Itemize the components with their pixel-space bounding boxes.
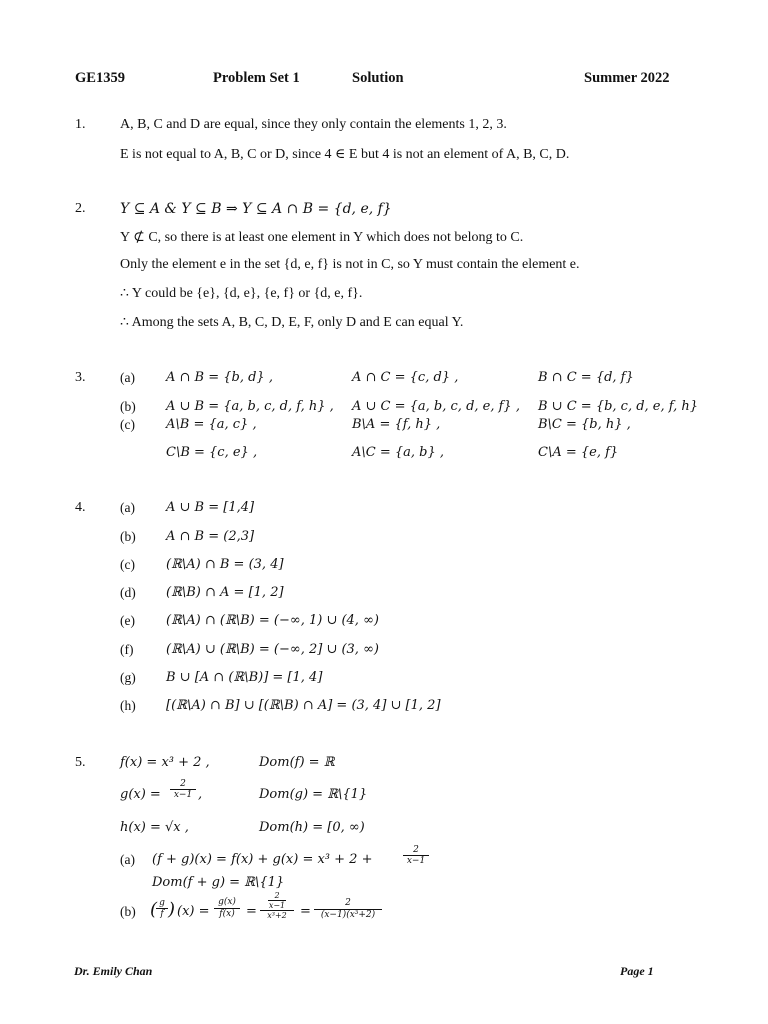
- q3-c-col3: B\C = {b, h} ,: [538, 417, 631, 432]
- q5-b-frac2-den: x³+2: [267, 911, 287, 920]
- q5-g-comma: ,: [198, 787, 203, 802]
- q5-b-open-paren: (: [150, 899, 158, 920]
- q5-g-lhs: g(x) =: [120, 787, 161, 802]
- q5-a-frac-num: 2: [403, 845, 429, 856]
- q5-b-eq1: =: [246, 904, 257, 919]
- q5-g-frac: [170, 779, 196, 800]
- q5-b-frac2: [260, 891, 294, 920]
- q5-h-domain: Dom(h) = [0, ∞): [259, 820, 365, 835]
- q3-a-col2: A ∩ C = {c, d} ,: [352, 370, 459, 385]
- q5-a-frac: [403, 845, 429, 866]
- q5-b-frac2-inner-den: x−1: [268, 901, 286, 910]
- course-code: GE1359: [75, 70, 125, 86]
- q3-d-col3: C\A = {e, f}: [538, 445, 619, 460]
- q3-number: 3.: [75, 370, 86, 385]
- q4-b-label: (b): [120, 529, 136, 544]
- q3-a-label: (a): [120, 370, 135, 385]
- q3-b-col1: A ∪ B = {a, b, c, d, f, h} ,: [166, 399, 334, 414]
- q3-c-col2: B\A = {f, h} ,: [352, 417, 441, 432]
- q4-f-expr: (ℝ\A) ∪ (ℝ\B) = (−∞, 2] ∪ (3, ∞): [166, 642, 379, 657]
- document-title: Problem Set 1: [213, 70, 300, 86]
- q5-b-frac2-inner-num: 2: [268, 891, 286, 901]
- q5-h-definition: h(x) = √x ,: [120, 820, 189, 835]
- q3-b-col3: B ∪ C = {b, c, d, e, f, h}: [538, 399, 699, 414]
- q2-number: 2.: [75, 201, 86, 216]
- footer-page-number: Page 1: [620, 964, 654, 978]
- q3-b-label: (b): [120, 399, 136, 414]
- q2-line-2: Y ⊄ C, so there is at least one element in Y which does not belong to C.: [120, 230, 524, 245]
- q2-line-1: Y ⊆ A & Y ⊆ B ⇒ Y ⊆ A ∩ B = {d, e, f}: [120, 201, 392, 217]
- q3-a-col1: A ∩ B = {b, d} ,: [166, 370, 273, 385]
- q1-number: 1.: [75, 117, 86, 132]
- q4-a-label: (a): [120, 500, 135, 515]
- q5-b-frac3-num: 2: [314, 898, 382, 910]
- q5-g-frac-den: x−1: [173, 790, 193, 800]
- q4-h-expr: [(ℝ\A) ∩ B] ∪ [(ℝ\B) ∩ A] = (3, 4] ∪ [1, 2]: [166, 698, 441, 713]
- q4-g-label: (g): [120, 670, 136, 685]
- q4-d-label: (d): [120, 585, 136, 600]
- q2-line-4: ∴ Y could be {e}, {d, e}, {e, f} or {d, e, f}.: [120, 286, 363, 301]
- q5-f-domain: Dom(f) = ℝ: [259, 755, 335, 770]
- q5-g-frac-num: 2: [170, 779, 196, 790]
- q5-b-gf-num: g: [156, 898, 168, 909]
- q5-b-label: (b): [120, 904, 136, 919]
- q5-a-label: (a): [120, 852, 135, 867]
- q5-g-domain: Dom(g) = ℝ\{1}: [259, 787, 368, 802]
- q4-number: 4.: [75, 500, 86, 515]
- solution-label: Solution: [352, 70, 404, 86]
- q4-c-label: (c): [120, 557, 135, 572]
- q5-b-frac1: [214, 897, 240, 920]
- q2-line-3: Only the element e in the set {d, e, f} is not in C, so Y must contain the element e.: [120, 257, 580, 272]
- q5-f-definition: f(x) = x³ + 2 ,: [120, 755, 210, 770]
- q4-d-expr: (ℝ\B) ∩ A = [1, 2]: [166, 585, 284, 600]
- q5-a-domain: Dom(f + g) = ℝ\{1}: [152, 875, 285, 890]
- q2-line-5: ∴ Among the sets A, B, C, D, E, F, only D and E can equal Y.: [120, 315, 464, 330]
- q4-f-label: (f): [120, 642, 134, 657]
- q3-d-col2: A\C = {a, b} ,: [352, 445, 445, 460]
- q5-b-x: (x) =: [177, 904, 210, 919]
- q5-b-frac3: [314, 898, 382, 921]
- q4-b-expr: A ∩ B = (2,3]: [166, 529, 255, 544]
- term-label: Summer 2022: [584, 70, 670, 86]
- q5-b-eq2: =: [300, 904, 311, 919]
- q3-d-col1: C\B = {c, e} ,: [166, 445, 258, 460]
- q3-c-col1: A\B = {a, c} ,: [166, 417, 257, 432]
- q5-number: 5.: [75, 755, 86, 770]
- q4-c-expr: (ℝ\A) ∩ B = (3, 4]: [166, 557, 284, 572]
- q5-b-frac1-num: g(x): [214, 897, 240, 909]
- q4-a-expr: A ∪ B = [1,4]: [166, 500, 255, 515]
- q3-b-col2: A ∪ C = {a, b, c, d, e, f} ,: [352, 399, 520, 414]
- q5-b-gf-den: f: [160, 909, 164, 919]
- q5-b-frac1-den: f(x): [219, 909, 235, 919]
- q4-e-expr: (ℝ\A) ∩ (ℝ\B) = (−∞, 1) ∪ (4, ∞): [166, 613, 379, 628]
- footer-author: Dr. Emily Chan: [74, 964, 153, 978]
- q4-h-label: (h): [120, 698, 136, 713]
- q4-e-label: (e): [120, 613, 135, 628]
- q5-a-frac-den: x−1: [406, 856, 426, 866]
- q1-line-2: E is not equal to A, B, C or D, since 4 ∈ E but 4 is not an element of A, B, C, D.: [120, 147, 570, 162]
- q5-a-expression: (f + g)(x) = f(x) + g(x) = x³ + 2 +: [152, 852, 373, 867]
- q5-b-close-paren: ): [168, 899, 176, 920]
- q5-b-frac3-den: (x−1)(x³+2): [320, 910, 376, 920]
- q3-a-col3: B ∩ C = {d, f}: [538, 370, 634, 385]
- q5-b-gf-frac: [156, 898, 168, 919]
- q4-g-expr: B ∪ [A ∩ (ℝ\B)] = [1, 4]: [166, 670, 323, 685]
- q5-b-frac2-inner: [260, 891, 294, 911]
- q3-c-label: (c): [120, 417, 135, 432]
- q1-line-1: A, B, C and D are equal, since they only contain the elements 1, 2, 3.: [120, 117, 507, 132]
